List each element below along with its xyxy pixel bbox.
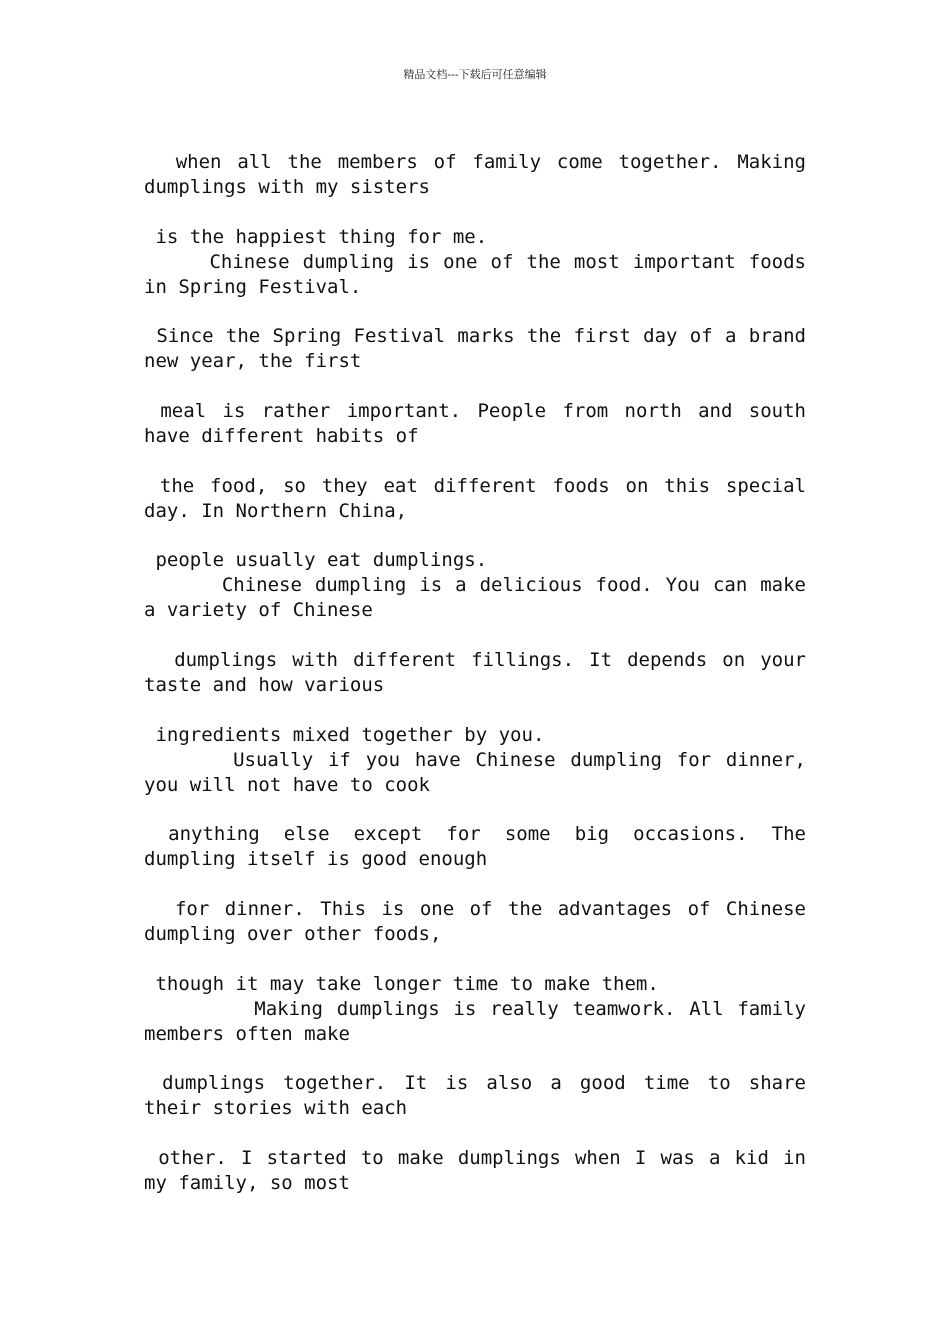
paragraph: Chinese dumpling is one of the most important foods in Spring Festival.	[144, 250, 818, 298]
paragraph: for dinner. This is one of the advantages of Chinese dumpling over other foods,	[144, 898, 818, 945]
paragraph: Since the Spring Festival marks the first day of a brand new year, the first	[144, 325, 818, 373]
paragraph: other. I started to make dumplings when I was a kid in my family, so most	[144, 1147, 818, 1194]
paragraph: is the happiest thing for me.	[144, 225, 488, 248]
paragraph: the food, so they eat different foods on this special day. In Northern China,	[144, 474, 818, 522]
paragraph: Chinese dumpling is a delicious food. You can make a variety of Chinese	[144, 574, 818, 622]
paragraph: dumplings together. It is also a good time to share their stories with each	[144, 1072, 818, 1120]
paragraph: Making dumplings is really teamwork. All family members often make	[144, 997, 818, 1045]
paragraph: when all the members of family come together. Making dumplings with my sisters	[144, 151, 818, 198]
paragraph: though it may take longer time to make them.	[144, 972, 659, 995]
paragraph: dumplings with different fillings. It depends on your taste and how various	[144, 649, 818, 696]
page-header: 精品文档---下载后可任意编辑	[403, 68, 547, 81]
paragraph: meal is rather important. People from north and south have different habits of	[144, 400, 818, 447]
paragraph: anything else except for some big occasions. The dumpling itself is good enough	[144, 823, 818, 871]
body-text	[144, 150, 818, 1196]
paragraph: people usually eat dumplings.	[144, 549, 488, 572]
paragraph: ingredients mixed together by you.	[144, 723, 545, 746]
paragraph: Usually if you have Chinese dumpling for dinner, you will not have to cook	[144, 748, 818, 796]
